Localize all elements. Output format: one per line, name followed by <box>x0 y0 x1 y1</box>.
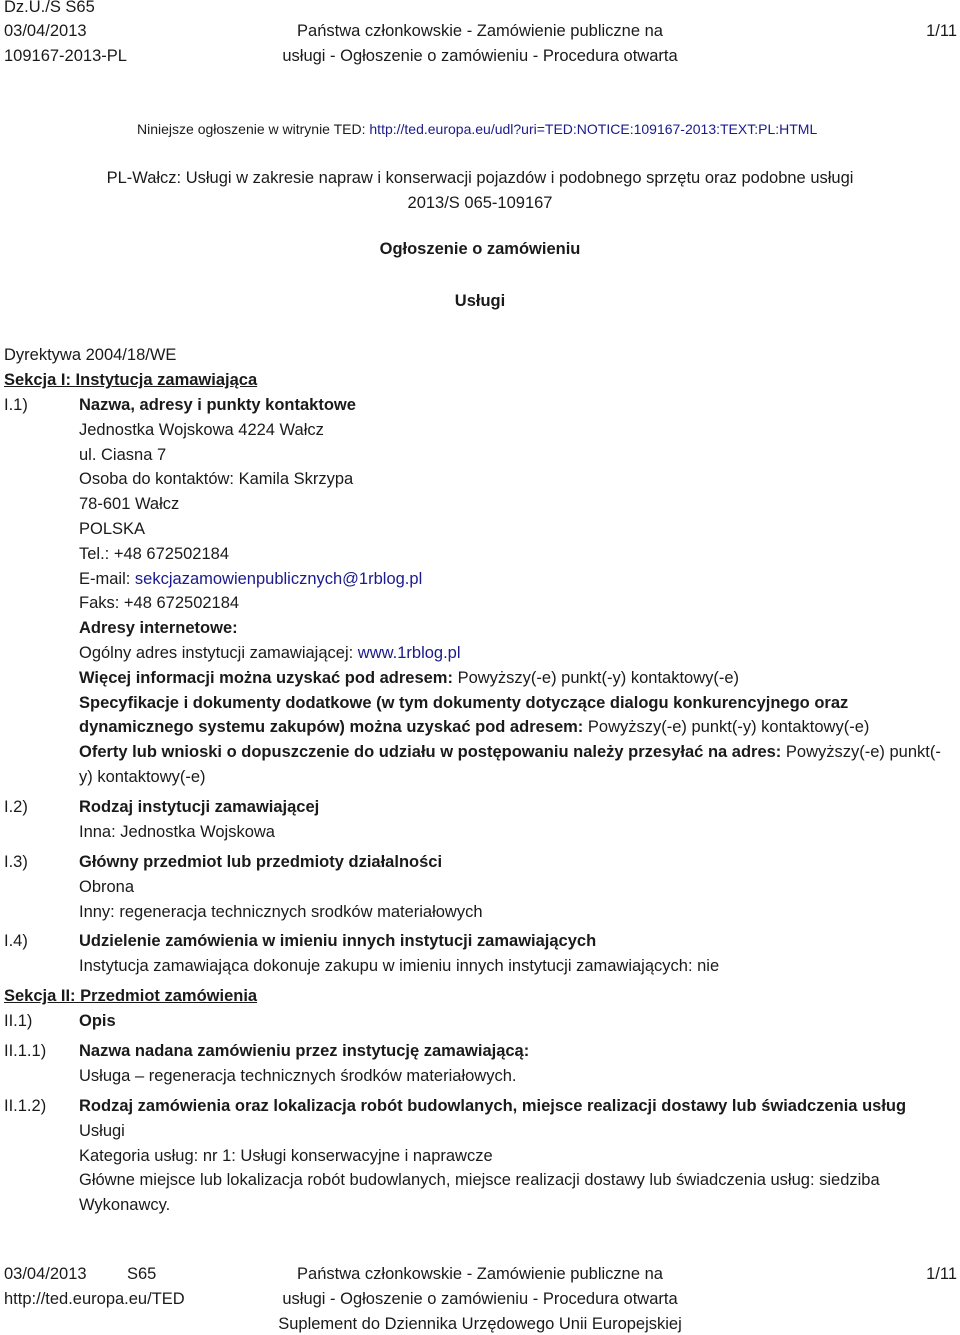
ii11-value: Usługa – regeneracja technicznych środków materiałowych. <box>79 1066 517 1085</box>
ii11-block <box>79 1039 949 1089</box>
ted-intro <box>137 119 817 139</box>
ii12-title: Rodzaj zamówienia oraz lokalizacja robót budowlanych, miejsce realizacji dostawy lub świadczenia usług <box>79 1097 907 1115</box>
ii1-title: Opis <box>79 1012 116 1030</box>
notice-category: Usługi <box>454 292 506 310</box>
authority-city: 78-601 Wałcz <box>79 495 180 514</box>
i2-block <box>79 795 949 845</box>
i2-value: Inna: Jednostka Wojskowa <box>79 822 275 841</box>
i1-block <box>79 393 949 790</box>
ii11-title: Nazwa nadana zamówieniu przez instytucję zamawiającą: <box>79 1042 530 1060</box>
footer-url[interactable]: http://ted.europa.eu/TED <box>4 1290 185 1308</box>
specs-value: Powyższy(-e) punkt(-y) kontaktowy(-e) <box>587 718 870 737</box>
web-address-label: Ogólny adres instytucji zamawiającej: <box>79 643 358 662</box>
header-title-line1: Państwa członkowskie - Zamówienie publiczne na <box>297 22 663 40</box>
header-page-number: 1/11 <box>926 22 957 40</box>
specs-row <box>79 691 949 741</box>
offers-row <box>79 740 949 790</box>
authority-country: POLSKA <box>79 519 146 538</box>
notice-type: Ogłoszenie o zamówieniu <box>379 240 581 258</box>
section-2-heading: Sekcja II: Przedmiot zamówienia <box>4 987 258 1005</box>
i4-title: Udzielenie zamówienia w imieniu innych instytucji zamawiających <box>79 932 597 950</box>
ii1-number: II.1) <box>4 1012 33 1030</box>
i4-block <box>79 929 949 979</box>
ted-notice-link[interactable]: http://ted.europa.eu/udl?uri=TED:NOTICE:109167-2013:TEXT:PL:HTML <box>369 121 818 137</box>
i4-value: Instytucja zamawiająca dokonuje zakupu w imieniu innych instytucji zamawiających: nie <box>79 956 720 975</box>
i2-title: Rodzaj instytucji zamawiającej <box>79 798 320 816</box>
email-label: E-mail: <box>79 569 135 588</box>
authority-fax: Faks: +48 672502184 <box>79 594 240 613</box>
i4-number: I.4) <box>4 932 28 950</box>
i2-number: I.2) <box>4 798 28 816</box>
email-link[interactable]: sekcjazamowienpublicznych@1rblog.pl <box>134 569 423 588</box>
offers-label: Oferty lub wnioski o dopuszczenie do udziału w postępowaniu należy przesyłać na adres: <box>79 743 786 762</box>
i3-number: I.3) <box>4 853 28 871</box>
more-info-label: Więcej informacji można uzyskać pod adresem: <box>79 668 458 687</box>
section-1-heading: Sekcja I: Instytucja zamawiająca <box>4 371 258 389</box>
journal-ref: Dz.U./S S65 <box>4 0 95 16</box>
ii12-category: Kategoria usług: nr 1: Usługi konserwacyjne i naprawcze <box>79 1146 493 1165</box>
authority-phone: Tel.: +48 672502184 <box>79 544 230 563</box>
contact-person: Osoba do kontaktów: Kamila Skrzypa <box>79 470 354 489</box>
i1-title: Nazwa, adresy i punkty kontaktowe <box>79 396 356 414</box>
footer-page-number: 1/11 <box>926 1265 957 1283</box>
footer-supplement: Suplement do Dziennika Urzędowego Unii Europejskiej <box>278 1315 682 1333</box>
specs-label: Specyfikacje i dokumenty dodatkowe (w tym dokumenty dotyczące dialogu konkurencyjnego oraz dynamicznego systemu zakupów) można uzyskać pod adresem: <box>79 693 849 737</box>
i3-title: Główny przedmiot lub przedmioty działalności <box>79 853 443 871</box>
header-notice-ref: 109167-2013-PL <box>4 47 127 65</box>
i3-block <box>79 850 949 924</box>
ii11-number: II.1.1) <box>4 1042 47 1060</box>
footer-date: 03/04/2013 <box>4 1265 87 1283</box>
i3-value-2: Inny: regeneracja technicznych srodków materiałowych <box>79 902 483 921</box>
more-info-row <box>79 666 949 691</box>
ii12-place: Główne miejsce lub lokalizacja robót budowlanych, miejsce realizacji dostawy lub świadczenia usług: siedziba Wykonawcy. <box>79 1171 880 1215</box>
authority-name: Jednostka Wojskowa 4224 Wałcz <box>79 420 324 439</box>
ii1-block <box>79 1009 949 1034</box>
more-info-value: Powyższy(-e) punkt(-y) kontaktowy(-e) <box>457 668 740 687</box>
i3-value-1: Obrona <box>79 877 135 896</box>
footer-title-line2: usługi - Ogłoszenie o zamówieniu - Procedura otwarta <box>282 1290 678 1308</box>
directive: Dyrektywa 2004/18/WE <box>4 346 177 364</box>
ii12-block <box>79 1094 949 1218</box>
notice-title-line1: PL-Wałcz: Usługi w zakresie napraw i konserwacji pojazdów i podobnego sprzętu oraz podobne usługi <box>106 169 854 187</box>
authority-email-row <box>79 567 949 592</box>
notice-number: 2013/S 065-109167 <box>407 194 553 212</box>
ted-intro-text: Niniejsze ogłoszenie w witrynie TED: <box>137 121 370 137</box>
footer-title-line1: Państwa członkowskie - Zamówienie publiczne na <box>297 1265 663 1283</box>
web-addresses-title: Adresy internetowe: <box>79 619 238 638</box>
ii12-type: Usługi <box>79 1121 125 1140</box>
header-date: 03/04/2013 <box>4 22 87 40</box>
authority-street: ul. Ciasna 7 <box>79 445 167 464</box>
header-title-line2: usługi - Ogłoszenie o zamówieniu - Procedura otwarta <box>282 47 678 65</box>
offers-value: Powyższy(-e) punkt(-y) kontaktowy(-e) <box>79 743 941 786</box>
i1-number: I.1) <box>4 396 28 414</box>
footer-issue: S65 <box>127 1265 157 1283</box>
web-address-link[interactable]: www.1rblog.pl <box>357 643 461 662</box>
web-address-row <box>79 641 949 666</box>
ii12-number: II.1.2) <box>4 1097 47 1115</box>
